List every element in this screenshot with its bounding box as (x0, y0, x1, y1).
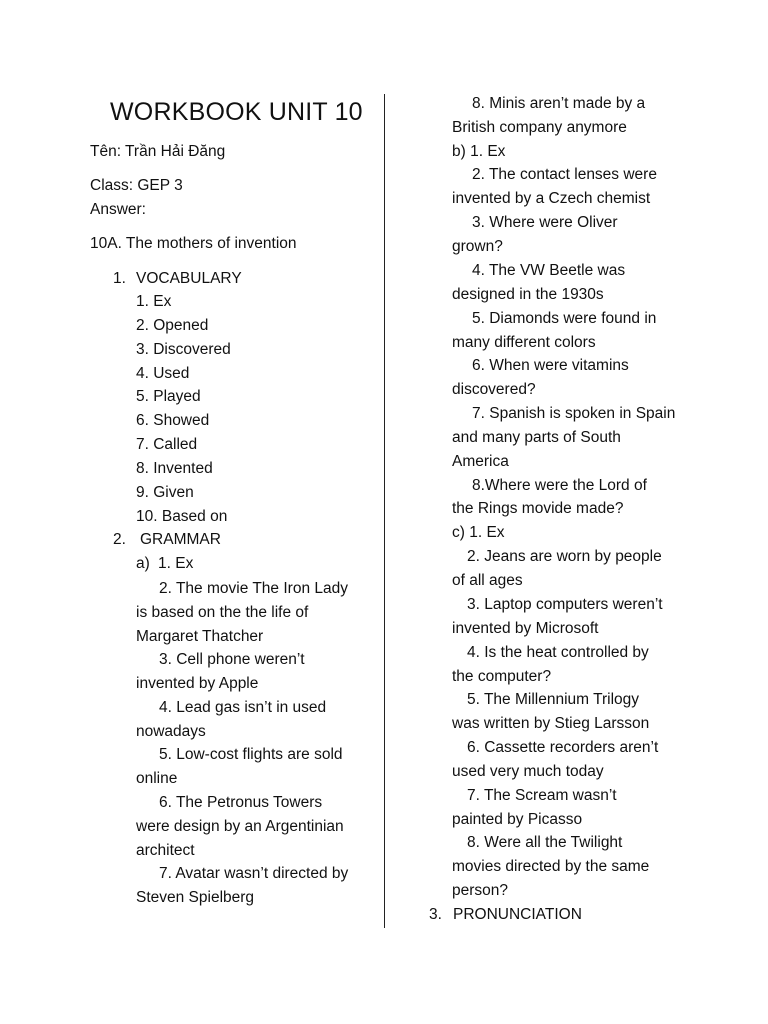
answer-line: 5. Diamonds were found in (472, 310, 657, 327)
answer-line: 6. When were vitamins (472, 357, 629, 374)
answer-line: 8.Where were the Lord of (472, 477, 647, 494)
list-item: 6. Showed (136, 412, 210, 429)
vocabulary-number: 1. (113, 270, 126, 287)
answer-line: of all ages (452, 572, 523, 589)
answer-line: 3. Cell phone weren’t (159, 651, 305, 668)
answer-line: nowadays (136, 723, 206, 740)
list-item: 1. Ex (136, 293, 172, 310)
answer-line: 5. The Millennium Trilogy (467, 691, 640, 708)
answer-line: 3. Where were Oliver (472, 214, 618, 231)
pronunciation-number: 3. (429, 906, 442, 923)
answer-line: America (452, 453, 509, 470)
answer-line: 2. Jeans are worn by people (467, 548, 662, 565)
grammar-a-item-1: 1. Ex (158, 555, 194, 572)
grammar-a-label: a) (136, 555, 150, 572)
answer-line: 3. Laptop computers weren’t (467, 596, 663, 613)
answer-line: were design by an Argentinian (136, 818, 344, 835)
answer-line: 7. The Scream wasn’t (467, 787, 617, 804)
answer-line: online (136, 770, 178, 787)
answer-line: movies directed by the same (452, 858, 650, 875)
answer-line: many different colors (452, 334, 596, 351)
section-title: 10A. The mothers of invention (90, 235, 297, 252)
answer-label: Answer: (90, 201, 146, 218)
answer-line: invented by a Czech chemist (452, 190, 651, 207)
grammar-number: 2. (113, 531, 126, 548)
vocabulary-heading: VOCABULARY (136, 270, 242, 287)
list-item: 4. Used (136, 365, 190, 382)
answer-line: 7. Spanish is spoken in Spain (472, 405, 676, 422)
answer-line: Steven Spielberg (136, 889, 255, 906)
answer-line: b) 1. Ex (452, 143, 506, 160)
answer-line: 7. Avatar wasn’t directed by (159, 865, 349, 882)
answer-line: 4. Is the heat controlled by (467, 644, 649, 661)
answer-line: 8. Minis aren’t made by a (472, 95, 646, 112)
answer-line: used very much today (452, 763, 604, 780)
answer-line: 4. The VW Beetle was (472, 262, 626, 279)
list-item: 5. Played (136, 388, 201, 405)
answer-line: invented by Microsoft (452, 620, 599, 637)
answer-line: 2. The contact lenses were (472, 166, 657, 183)
list-item: 9. Given (136, 484, 194, 501)
answer-line: 8. Were all the Twilight (467, 834, 623, 851)
answer-line: architect (136, 842, 195, 859)
answer-line: invented by Apple (136, 675, 259, 692)
answer-line: grown? (452, 238, 503, 255)
list-item: 8. Invented (136, 460, 213, 477)
column-divider (384, 94, 385, 928)
list-item: 10. Based on (136, 508, 228, 525)
answer-line: discovered? (452, 381, 536, 398)
list-item: 2. Opened (136, 317, 209, 334)
answer-line: British company anymore (452, 119, 627, 136)
answer-line: Margaret Thatcher (136, 628, 264, 645)
answer-line: 5. Low-cost flights are sold (159, 746, 343, 763)
list-item: 7. Called (136, 436, 198, 453)
answer-line: c) 1. Ex (452, 524, 505, 541)
student-name: Tên: Trần Hải Đăng (90, 143, 226, 160)
list-item: 3. Discovered (136, 341, 231, 358)
answer-line: is based on the the life of (136, 604, 309, 621)
answer-line: the computer? (452, 668, 552, 685)
answer-line: painted by Picasso (452, 811, 583, 828)
answer-line: and many parts of South (452, 429, 621, 446)
page-title: WORKBOOK UNIT 10 (110, 98, 363, 126)
answer-line: 6. The Petronus Towers (159, 794, 323, 811)
answer-line: 6. Cassette recorders aren’t (467, 739, 659, 756)
answer-line: person? (452, 882, 509, 899)
answer-line: the Rings movide made? (452, 500, 624, 517)
pronunciation-heading: PRONUNCIATION (453, 906, 582, 923)
answer-line: 2. The movie The Iron Lady (159, 580, 348, 597)
answer-line: was written by Stieg Larsson (452, 715, 650, 732)
answer-line: designed in the 1930s (452, 286, 604, 303)
grammar-heading: GRAMMAR (140, 531, 221, 548)
student-class: Class: GEP 3 (90, 177, 183, 194)
answer-line: 4. Lead gas isn’t in used (159, 699, 327, 716)
